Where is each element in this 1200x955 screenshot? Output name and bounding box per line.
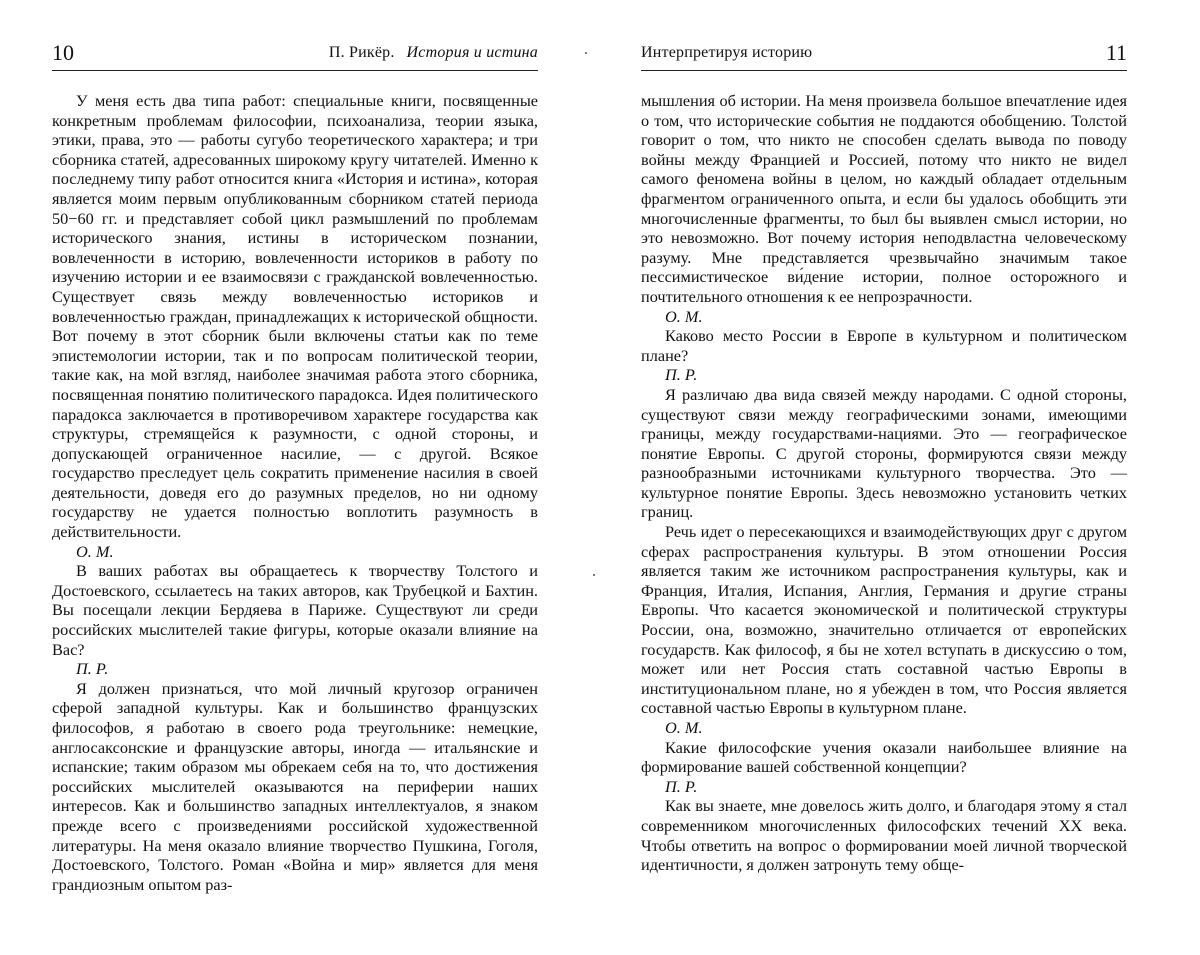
right-page-header [641,40,1127,71]
right-page-body [641,91,1127,875]
paragraph: Как вы знаете, мне довелось жить долго, и благодаря этому я стал современником многочисленных философских течений XX века. Чтобы ответить на вопрос о формировании моей личной творческой идентичности, я должен затронуть тему обще- [641,796,1127,875]
right-page [641,0,1127,875]
page-number: 10 [52,40,74,65]
running-author: П. Рикёр. [328,44,395,61]
scan-speck [593,574,595,576]
paragraph: Речь идет о пересекающихся и взаимодействующих друг с другом сферах распространения культуры. В этом отношении Россия является таким же источником распространения культуры, как и Франция, Италия, Испания, Англия, Германия и другие страны Европы. Что касается экономической и политической структуры России, она, возможно, значительно отличается от европейских государств. Как философ, я бы не хотел вступать в дискуссию о том, может или нет Россия стать составной частью Европы в институциональном плане, но я убежден в том, что Россия является составной частью Европы в культурном плане. [641,522,1127,718]
left-page [52,0,538,894]
speaker-label: П. Р. [665,365,698,385]
speaker-label: О. М. [665,306,703,326]
paragraph: Я различаю два вида связей между народами. С одной стороны, существуют связи между географическими зонами, имеющими границы, между государствами-нациями. Это — географическое понятие Европы. С другой стороны, формируются связи между разнообразными источниками культурного творчества. Это — культурное понятие Европы. Здесь невозможно установить четких границ. [641,384,1127,522]
left-page-header [52,40,538,71]
paragraph: Я должен признаться, что мой личный кругозор ограничен сферой западной культуры. Как и большинство французских философов, я работаю в своего рода треугольнике: немецкие, англосаксонские и французские авторы, иногда — итальянские и испанские; таким образом мы обрекаем себя на то, что достижения российских мыслителей оказываются на периферии наших интересов. Как и большинство западных интеллектуалов, я знаком прежде всего с произведениями российской художественной литературы. На меня оказало влияние творчество Пушкина, Гоголя, Достоевского, Толстого. Роман «Война и мир» является для меня грандиозным опытом раз- [52,678,538,894]
speaker-label: П. Р. [665,776,698,796]
running-title: История и истина [406,44,538,61]
scan-speck [585,52,587,54]
running-title: Интерпретируя историю [641,44,813,61]
paragraph: Какие философские учения оказали наибольшее влияние на формирование вашей собственной концепции? [641,737,1127,777]
speaker-label: П. Р. [76,659,109,679]
paragraph: В ваших работах вы обращаетесь к творчеству Толстого и Достоевского, ссылаетесь на таких авторов, как Трубецкой и Бахтин. Вы посещали лекции Бердяева в Париже. Существуют ли среди российских мыслителей такие фигуры, которые оказали влияние на Вас? [52,561,538,659]
speaker-label: О. М. [76,541,114,561]
paragraph: мышления об истории. На меня произвела большое впечатление идея о том, что исторические события не поддаются обобщению. Толстой говорит о том, что никто не способен сделать вывода по поводу войны между Францией и Россией, потому что никто не видел самого феномена войны в целом, но каждый обладает отдельным фрагментом ограниченного опыта, и если бы удалось обобщить эти многочисленные фрагменты, то был бы выявлен смысл истории, но это невозможно. Вот почему история неподвластна человеческому разуму. Мне представляется чрезвычайно значимым такое пессимистическое ви́дение истории, полное осторожного и почтительного отношения к ее непрозрачности. [641,91,1127,306]
left-page-body [52,91,538,894]
speaker-label: О. М. [665,718,703,737]
page-number: 11 [1105,40,1127,65]
running-header [329,44,538,62]
paragraph: Каково место России в Европе в культурном и политическом плане? [641,326,1127,365]
paragraph: У меня есть два типа работ: специальные книги, посвященные конкретным проблемам философии, психоанализа, теории языка, этики, права, это — работы сугубо теоретического характера; и три сборника статей, адресованных широкому кругу читателей. Именно к последнему типу работ относится книга «История и истина», которая является моим первым опубликованным сборником статей периода 50−60 гг. и представляет собой цикл размышлений по проблемам исторического знания, истины в историческом познании, вовлеченности в историю, вовлеченности историков в работу по изучению истории и ее взаимосвязи с гражданской вовлеченностью. Существует связь между вовлеченностью историков и вовлеченностью граждан, принадлежащих к исторической общности. Вот почему в этот сборник были включены статьи как по теме эпистемологии истории, так и по вопросам политической теории, такие как, на мой взгляд, наиболее значимая работа этого сборника, посвященная понятию политического парадокса. Идея политического парадокса заключается в противоречивом характере государства как структуры, стремящейся к разумности, с одной стороны, и допускающей ограниченное насилие, — с другой. Всякое государство преследует цель сократить применение насилия в своей деятельности, доведя его до разумных пределов, но ни одному государству не удается полностью воплотить разумность в действительности. [52,91,538,542]
